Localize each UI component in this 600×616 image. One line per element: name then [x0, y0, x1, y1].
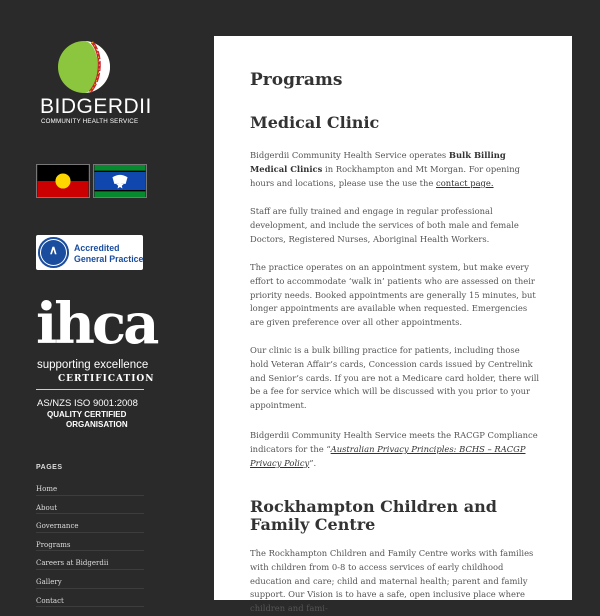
sidebar [0, 0, 200, 605]
accreditation-line2: General Practice [74, 254, 144, 264]
accreditation-line1: Accredited [74, 243, 120, 253]
children-paragraph-1: The Rockhampton Children and Family Centre works with families with children from 0-8 to access services of early childhood education and care; child and maternal health; parent and family support. Our Vision is to have a safe, open inclusive place where children and fami- [250, 548, 534, 614]
nav-item-governance[interactable]: Governance [36, 514, 144, 533]
medical-p5-text-a: Bidgerdii Community Health Service meets the RACGP Compliance indicators for the “ [250, 430, 538, 454]
ihca-divider [36, 389, 144, 390]
organisation: ORGANISATION [66, 420, 128, 429]
medical-paragraph-5 [250, 429, 540, 470]
content-panel [214, 36, 572, 614]
logo-name: BIDGERDII [40, 95, 152, 118]
medical-p1-bold: Bulk Billing Medical Clinics [250, 150, 506, 174]
torres-strait-islander-flag-icon [93, 164, 147, 198]
children-family-centre-heading: Rockhampton Children and Family Centre [250, 497, 497, 534]
iso-standard: AS/NZS ISO 9001:2008 [37, 398, 138, 409]
pages-widget-heading: PAGES [36, 464, 63, 471]
ihca-wordmark: ihca [36, 291, 157, 357]
medical-p1-text-a: Bidgerdii Community Health Service operates [250, 150, 449, 160]
accreditation-badge[interactable] [36, 235, 143, 270]
medical-paragraph-2: Staff are fully trained and engage in regular professional development, and include the services of both male and female Doctors, Registered Nurses, Aboriginal Health Workers. [250, 206, 519, 244]
ihca-certification: CERTIFICATION [58, 374, 155, 384]
nav-item-home[interactable]: Home [36, 477, 144, 496]
medical-paragraph-4: Our clinic is a bulk billing practice for patients, including those hold Veteran Affair’s cards, Concession cards issued by Centrelink and Senior’s cards. If you are not a Medicare card holder, there will be a fee for service which will be discussed with you prior to your appointment. [250, 345, 540, 411]
ihca-tagline: supporting excellence [37, 359, 149, 371]
medical-clinic-heading: Medical Clinic [250, 113, 380, 132]
nav-item-careers[interactable]: Careers at Bidgerdii [36, 551, 144, 570]
privacy-policy-link[interactable]: Australian Privacy Principles: BCHS – RACGP Privacy Policy [250, 443, 526, 468]
nav-item-programs[interactable]: Programs [36, 533, 144, 552]
medical-paragraph-3: The practice operates on an appointment system, but make every effort to accommodate ‘walk in’ patients who are assessed on their priority needs. Booked appointments are generally 15 minutes, but longer appointments are available when requested. Emergencies are given preference over all other appointments. [250, 262, 536, 328]
agpal-seal-icon [38, 237, 69, 268]
aboriginal-flag-icon [36, 164, 90, 198]
quality-certified: QUALITY CERTIFIED [47, 410, 127, 419]
contact-page-link[interactable]: contact page. [436, 177, 494, 188]
logo-subtitle: COMMUNITY HEALTH SERVICE [41, 118, 139, 125]
agpal-seal-mark: ∧ [49, 243, 58, 257]
medical-p1-text-b: in Rockhampton and Mt Morgan. For opening hours and locations, please use the use the [250, 163, 520, 188]
pages-nav [36, 477, 144, 607]
nav-item-about[interactable]: About [36, 496, 144, 515]
nav-item-contact[interactable]: Contact [36, 589, 144, 608]
page-title: Programs [250, 70, 343, 90]
medical-paragraph-1 [250, 149, 540, 190]
nav-item-gallery[interactable]: Gallery [36, 570, 144, 589]
medical-p5-text-b: ”. [309, 457, 317, 468]
